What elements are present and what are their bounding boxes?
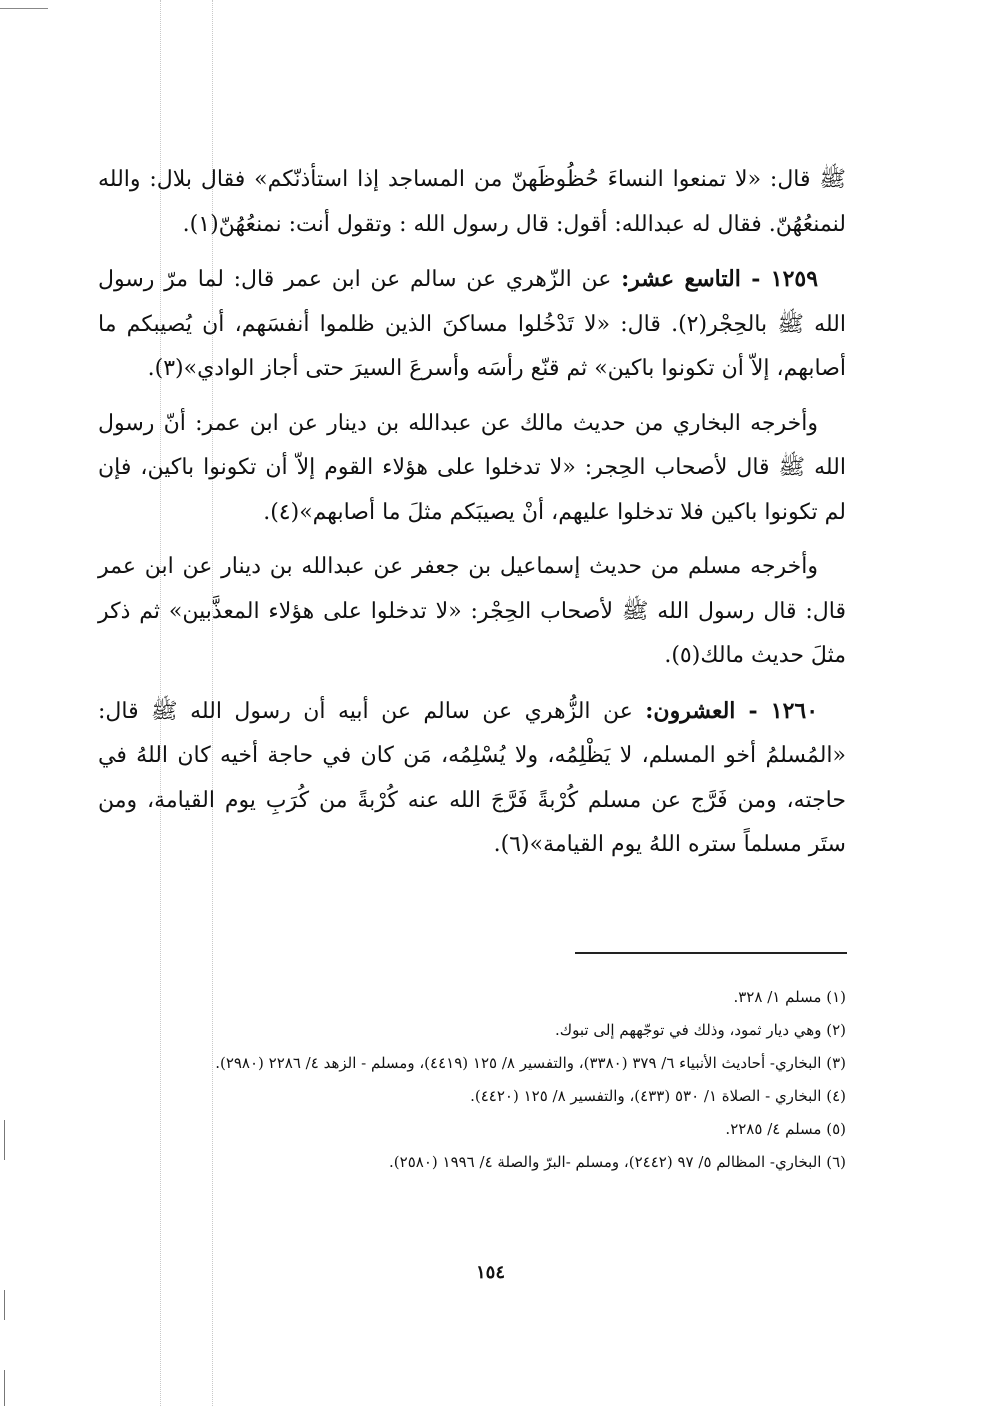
paragraph-text: ﷺ قال: «لا تمنعوا النساءَ حُظُوظَهنّ من المساجد إذا استأذنّكم» فقال بلال: والله لنمنعُهُنّ. فقال له عبدالله: أقول: قال رسول الله : وتقول أنت: نمنعُهُنّ(١). <box>98 167 846 237</box>
paragraph-text: وأخرجه مسلم من حديث إسماعيل بن جعفر عن عبدالله بن دينار عن ابن عمر قال: قال رسول الله ﷺ لأصحاب الحِجْر: «لا تدخلوا على هؤلاء المعذَّبين» ثم ذكر مثلَ حديث مالك(٥). <box>98 554 846 668</box>
footnote-item: (٤) البخاري - الصلاة ١/ ٥٣٠ (٤٣٣)، والتفسير ٨/ ١٢٥ (٤٤٢٠). <box>470 1087 846 1105</box>
scan-edge-mark <box>4 1120 5 1160</box>
footnotes <box>98 982 846 1180</box>
paragraph-continuation <box>98 158 846 247</box>
scan-edge-mark <box>4 1370 5 1406</box>
body-text <box>98 158 846 878</box>
page-number: ١٥٤ <box>475 1262 505 1283</box>
hadith-heading: ١٢٥٩ - التاسع عشر: <box>621 266 819 292</box>
paragraph-text: وأخرجه البخاري من حديث مالك عن عبدالله بن دينار عن ابن عمر: أنّ رسول الله ﷺ قال لأصحاب الحِجر: «لا تدخلوا على هؤلاء القوم إلاّ أن تكونوا باكين، فإن لم تكونوا باكين فلا تدخلوا عليهم، أنْ يصيبَكم مثلَ ما أصابهم»(٤). <box>98 410 846 525</box>
paragraph-bukhari <box>98 402 846 536</box>
footnote-item: (٢) وهي ديار ثمود، وذلك في توجّههم إلى تبوك. <box>555 1021 846 1039</box>
hadith-heading: ١٢٦٠ - العشرون: <box>645 697 819 724</box>
hadith-1260 <box>98 689 846 868</box>
paragraph-muslim <box>98 545 846 679</box>
paragraph-text: عن الزّهري عن سالم عن ابن عمر قال: لما مرّ رسول الله ﷺ بالحِجْر(٢). قال: «لا تَدْخُلوا مساكنَ الذين ظلموا أنفسَهم، أن يُصيبكم ما أصابهم، إلاّ أن تكونوا باكين» ثم قنّع رأسَه وأسرعَ السيرَ حتى أجاز الوادي»(٣). <box>98 267 846 381</box>
paragraph-text: عن الزُّهري عن سالم عن أبيه أن رسول الله ﷺ قال: «المُسلمُ أخو المسلم، لا يَظْلِمُه، ولا يُسْلِمُه، مَن كان في حاجة أخيه كان اللهُ في حاجته، ومن فَرَّج عن مسلم كُرْبةً فَرَّجَ الله عنه كُرْبةً من كُرَبِ يوم القيامة، ومن ستَر مسلماً ستره اللهُ يوم القيامة»(٦). <box>98 698 846 857</box>
scan-edge-mark <box>0 8 48 9</box>
footnote-item: (٦) البخاري- المظالم ٥/ ٩٧ (٢٤٤٢)، ومسلم -البرّ والصلة ٤/ ١٩٩٦ (٢٥٨٠). <box>389 1153 846 1171</box>
footnote-item: (١) مسلم ١/ ٣٢٨. <box>733 988 846 1006</box>
scan-edge-mark <box>4 1290 5 1320</box>
footnote-item: (٣) البخاري- أحاديث الأنبياء ٦/ ٣٧٩ (٣٣٨٠)، والتفسير ٨/ ١٢٥ (٤٤١٩)، ومسلم - الزهد ٤/ ٢٢٨٦ (٢٩٨٠). <box>215 1054 846 1072</box>
hadith-1259 <box>98 257 846 392</box>
footnote-divider <box>575 952 847 954</box>
footnote-item: (٥) مسلم ٤/ ٢٢٨٥. <box>725 1120 846 1138</box>
